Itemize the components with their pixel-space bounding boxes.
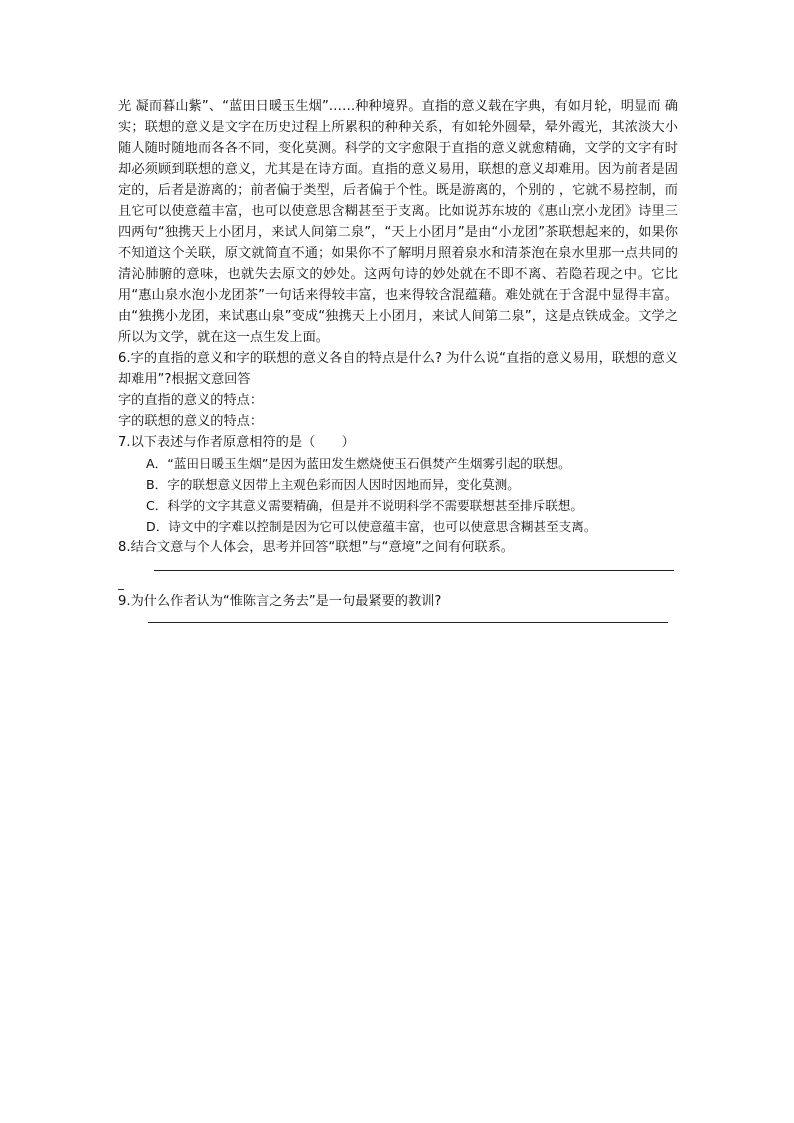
question-6: 6.字的直指的意义和字的联想的意义各自的特点是什么? 为什么说“直指的意义易用，联想的意义却难用”?根据文意回答 [118, 351, 678, 387]
question-8: 8.结合文意与个人体会，思考并回答“联想”与“意境”之间有何联系。 [118, 540, 514, 555]
q9-answer-line[interactable] [148, 622, 668, 623]
document-page [118, 96, 678, 623]
passage-paragraph: 光 凝而暮山紫”、“蓝田日暖玉生烟”……种种境界。直指的意义载在字典，有如月轮，明显而 确实；联想的意义是文字在历史过程上所累积的种种关系，有如轮外圆晕，晕外霞光，其浓淡大小随人随时随地而各各不同，变化莫测。科学的文字愈限于直指的意义就愈精确，文学的文字有时却必须顾到联想的意义，尤其是在诗方面。直指的意义易用，联想的意义却难用。因为前者是固定的，后者是游离的；前者偏于类型，后者偏于个性。既是游离的，个别的 ，它就不易控制，而且它可以使意蕴丰富，也可以使意思含糊甚至于支离。比如说苏东坡的《惠山烹小龙团》诗里三四两句“独携天上小团月，来试人间第二泉”，“天上小团月”是由“小龙团”茶联想起来的，如果你不知道这个关联，原文就简直不通；如果你不了解明月照着泉水和清茶泡在泉水里那一点共同的清沁肺腑的意味，也就失去原文的妙处。这两句诗的妙处就在不即不离、若隐若现之中。它比用“惠山泉水泡小龙团茶”一句话来得较丰富，也来得较含混蕴藉。难处就在于含混中显得丰富。由“独携小龙团，来试惠山泉”变成“独携天上小团月，来试人间第二泉”，这是点铁成金。文学之所以为文学，就在这一点生发上面。 [118, 99, 678, 345]
q9-answer-gap [118, 612, 678, 622]
q6-associative-meaning-label: 字的联想的意义的特点： [118, 414, 264, 429]
q8-underscore: _ [118, 576, 124, 590]
question-9: 9.为什么作者认为“惟陈言之务去”是一句最紧要的教训? [118, 594, 442, 609]
q7-option-b: B．字的联想意义因带上主观色彩而因人因时因地而异，变化莫测。 [146, 477, 520, 492]
q7-option-c: C．科学的文字其意义需要精确，但是并不说明科学不需要联想甚至排斥联想。 [146, 498, 583, 513]
q8-answer-gap [118, 558, 678, 570]
q7-option-a: A．“蓝田日暖玉生烟”是因为蓝田发生燃烧使玉石俱焚产生烟雾引起的联想。 [146, 456, 571, 471]
q8-answer-line[interactable] [154, 570, 674, 571]
q6-direct-meaning-label: 字的直指的意义的特点： [118, 393, 264, 408]
q7-option-d: D．诗文中的字难以控制是因为它可以使意蕴丰富，也可以使意思含糊甚至支离。 [146, 519, 597, 534]
question-7: 7.以下表述与作者原意相符的是（ ） [118, 435, 355, 450]
